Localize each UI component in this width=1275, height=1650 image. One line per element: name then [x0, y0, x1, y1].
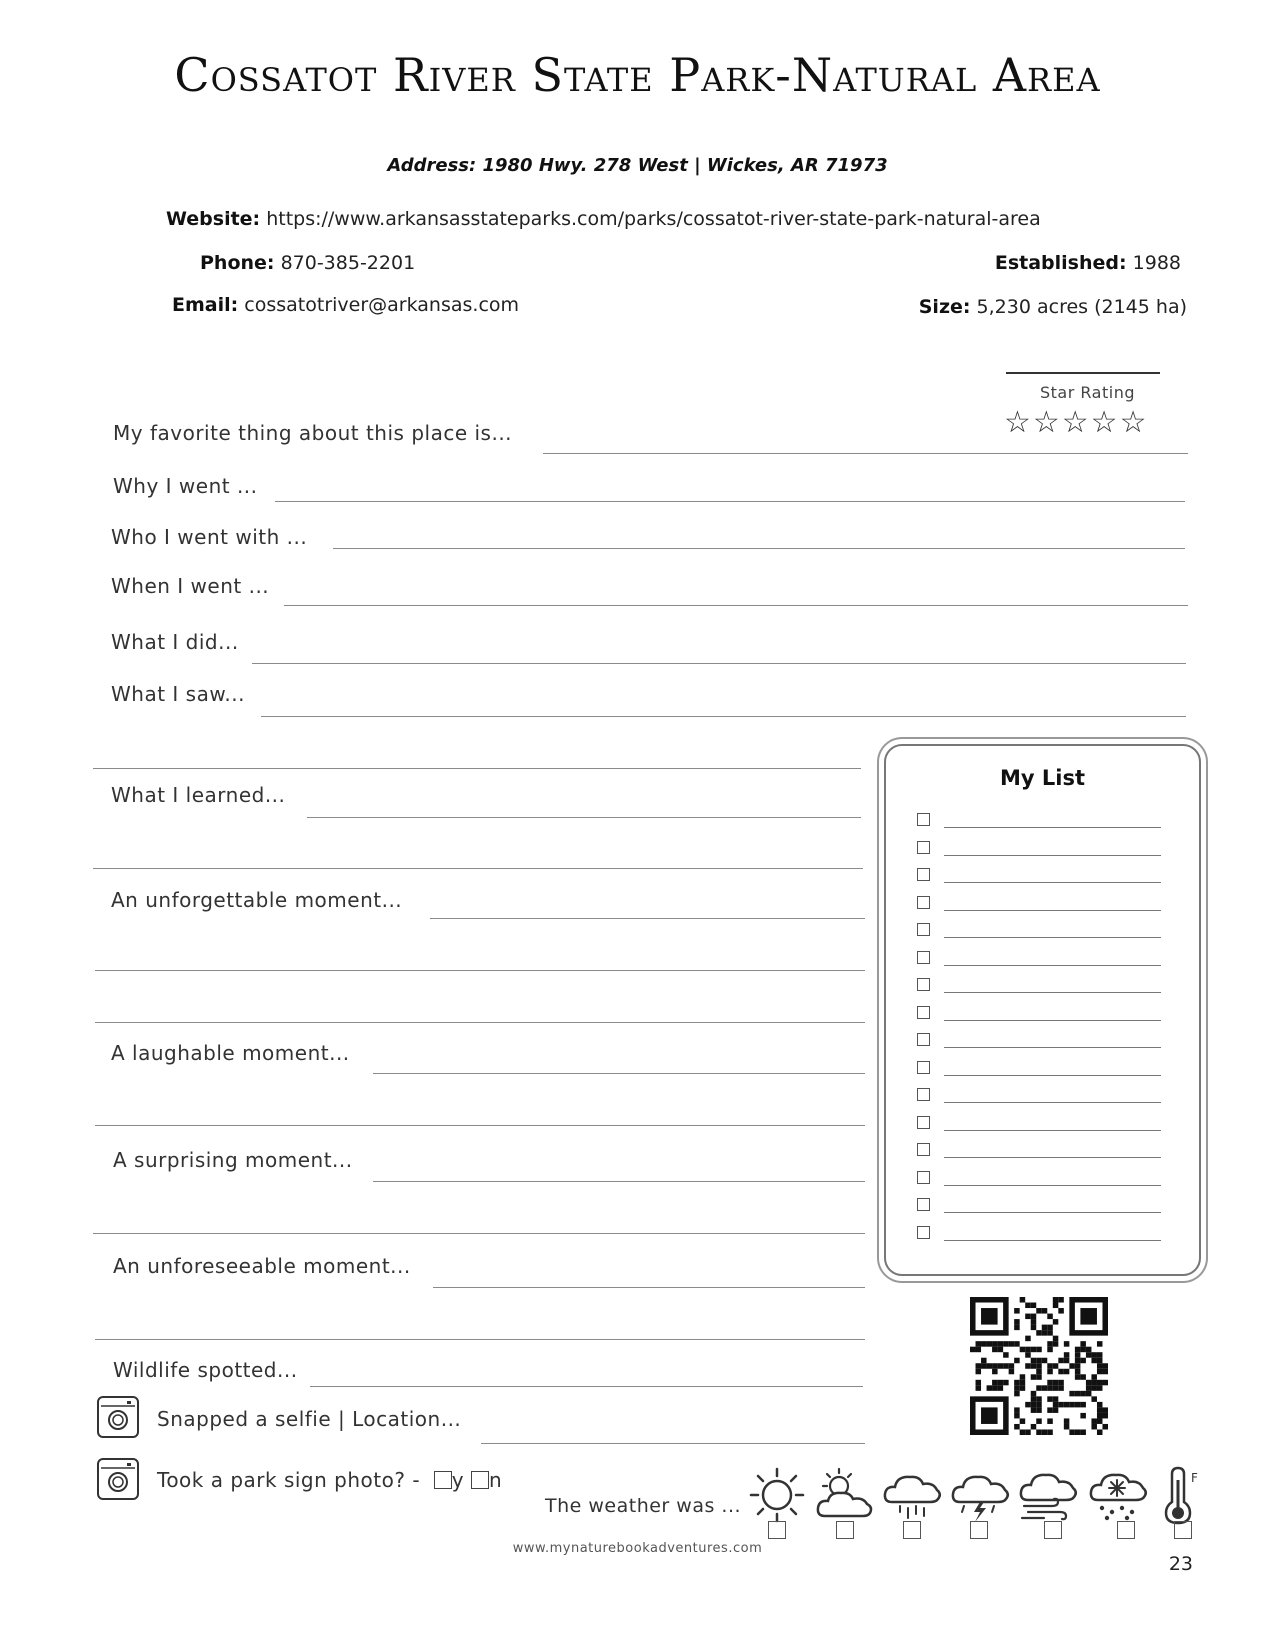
- rating-line: [1006, 372, 1160, 374]
- list-checkbox[interactable]: [917, 1226, 930, 1239]
- phone-label: Phone:: [200, 252, 275, 274]
- weather-temperature-checkbox[interactable]: [1174, 1521, 1192, 1539]
- selfie-location-line[interactable]: [481, 1443, 865, 1444]
- list-checkbox[interactable]: [917, 841, 930, 854]
- list-checkbox[interactable]: [917, 951, 930, 964]
- laughable-prompt: A laughable moment...: [111, 1041, 350, 1065]
- list-item-line[interactable]: [944, 910, 1161, 911]
- weather-sunny-checkbox[interactable]: [768, 1521, 786, 1539]
- surprising-answer-line[interactable]: [373, 1181, 865, 1182]
- sunny-icon: [748, 1466, 806, 1524]
- weather-thunderstorm-checkbox[interactable]: [970, 1521, 988, 1539]
- who-answer-line[interactable]: [333, 548, 1185, 549]
- website-info: [166, 208, 1041, 230]
- list-item-line[interactable]: [944, 827, 1161, 828]
- size-info: [919, 296, 1187, 318]
- unforgettable-prompt: An unforgettable moment...: [111, 888, 403, 912]
- website-value: https://www.arkansasstateparks.com/parks/cossatot-river-state-park-natural-area: [266, 208, 1041, 230]
- partly-cloudy-icon: [815, 1466, 875, 1524]
- my-list-title: My List: [999, 766, 1085, 790]
- list-item-line[interactable]: [944, 965, 1161, 966]
- surprising-prompt: A surprising moment...: [113, 1148, 353, 1172]
- unforgettable-answer-line[interactable]: [430, 918, 865, 919]
- established-info: [995, 252, 1181, 274]
- unforeseeable-prompt: An unforeseeable moment...: [113, 1254, 411, 1278]
- list-checkbox[interactable]: [917, 978, 930, 991]
- list-item-line[interactable]: [944, 1020, 1161, 1021]
- weather-snow-checkbox[interactable]: [1117, 1521, 1135, 1539]
- favorite-prompt: My favorite thing about this place is...: [113, 421, 513, 445]
- my-list-box: [884, 744, 1201, 1276]
- established-label: Established:: [994, 252, 1127, 274]
- email-info: [172, 294, 519, 316]
- list-item-line[interactable]: [944, 855, 1161, 856]
- page-title: Cossatot River State Park-Natural Area: [174, 48, 1101, 102]
- yes-checkbox[interactable]: [434, 1471, 452, 1489]
- website-label: Website:: [166, 208, 261, 230]
- did-prompt: What I did...: [111, 630, 239, 654]
- windy-icon: [1018, 1466, 1078, 1524]
- thermometer-unit-label: F: [1191, 1471, 1198, 1485]
- park-sign-prompt: Took a park sign photo? -: [157, 1468, 421, 1492]
- camera-icon: [97, 1396, 139, 1438]
- list-item-line[interactable]: [944, 1157, 1161, 1158]
- list-checkbox[interactable]: [917, 868, 930, 881]
- qr-code[interactable]: [970, 1297, 1108, 1435]
- size-label: Size:: [918, 296, 971, 318]
- weather-rain-checkbox[interactable]: [903, 1521, 921, 1539]
- size-value: 5,230 acres (2145 ha): [976, 296, 1187, 318]
- yes-label: y: [451, 1468, 465, 1492]
- list-item-line[interactable]: [944, 1130, 1161, 1131]
- surprising-extra-line[interactable]: [93, 1233, 865, 1234]
- wildlife-answer-line[interactable]: [310, 1386, 863, 1387]
- established-value: 1988: [1132, 252, 1181, 274]
- list-checkbox[interactable]: [917, 1143, 930, 1156]
- unforgettable-extra-line-2[interactable]: [95, 1022, 865, 1023]
- page-number: 23: [1168, 1553, 1193, 1575]
- phone-info: [200, 252, 415, 274]
- laughable-extra-line[interactable]: [95, 1125, 865, 1126]
- list-checkbox[interactable]: [917, 1061, 930, 1074]
- list-item-line[interactable]: [944, 1185, 1161, 1186]
- list-item-line[interactable]: [944, 937, 1161, 938]
- weather-prompt: The weather was ...: [545, 1495, 742, 1517]
- saw-answer-line[interactable]: [261, 716, 1186, 717]
- list-checkbox[interactable]: [917, 1033, 930, 1046]
- list-checkbox[interactable]: [917, 1198, 930, 1211]
- list-item-line[interactable]: [944, 1047, 1161, 1048]
- list-checkbox[interactable]: [917, 1088, 930, 1101]
- unforgettable-extra-line-1[interactable]: [95, 970, 865, 971]
- favorite-answer-line[interactable]: [543, 453, 1188, 454]
- saw-extra-line[interactable]: [93, 768, 861, 769]
- learned-prompt: What I learned...: [111, 783, 286, 807]
- thunderstorm-icon: [950, 1466, 1010, 1524]
- learned-answer-line[interactable]: [307, 817, 861, 818]
- footer-website: www.mynaturebookadventures.com: [512, 1541, 763, 1556]
- snow-icon: [1088, 1466, 1148, 1524]
- unforeseeable-answer-line[interactable]: [433, 1287, 865, 1288]
- list-item-line[interactable]: [944, 1102, 1161, 1103]
- no-checkbox[interactable]: [471, 1471, 489, 1489]
- star-rating-label: Star Rating: [1040, 383, 1135, 402]
- list-checkbox[interactable]: [917, 1006, 930, 1019]
- email-value: cossatotriver@arkansas.com: [244, 294, 520, 316]
- no-label: n: [488, 1468, 503, 1492]
- why-prompt: Why I went ...: [113, 474, 258, 498]
- learned-extra-line[interactable]: [93, 868, 863, 869]
- selfie-prompt: Snapped a selfie | Location...: [157, 1407, 462, 1431]
- phone-value: 870-385-2201: [280, 252, 416, 274]
- camera-icon: [97, 1458, 139, 1500]
- park-sign-row: [157, 1468, 502, 1492]
- unforeseeable-extra-line[interactable]: [95, 1339, 865, 1340]
- list-item-line[interactable]: [944, 1075, 1161, 1076]
- list-item-line[interactable]: [944, 992, 1161, 993]
- when-answer-line[interactable]: [284, 605, 1188, 606]
- why-answer-line[interactable]: [275, 501, 1185, 502]
- weather-windy-checkbox[interactable]: [1044, 1521, 1062, 1539]
- list-checkbox[interactable]: [917, 923, 930, 936]
- star-rating-input[interactable]: ☆☆☆☆☆: [1004, 405, 1149, 440]
- list-checkbox[interactable]: [917, 896, 930, 909]
- list-item-line[interactable]: [944, 1240, 1161, 1241]
- did-answer-line[interactable]: [252, 663, 1186, 664]
- list-item-line[interactable]: [944, 1212, 1161, 1213]
- weather-partly-cloudy-checkbox[interactable]: [836, 1521, 854, 1539]
- thermometer-icon: [1160, 1466, 1206, 1526]
- list-checkbox[interactable]: [917, 1171, 930, 1184]
- laughable-answer-line[interactable]: [373, 1073, 865, 1074]
- list-item-line[interactable]: [944, 882, 1161, 883]
- park-address: Address: 1980 Hwy. 278 West | Wickes, AR 71973: [387, 155, 888, 176]
- rain-icon: [882, 1466, 942, 1524]
- wildlife-prompt: Wildlife spotted...: [113, 1358, 298, 1382]
- email-label: Email:: [172, 294, 239, 316]
- when-prompt: When I went ...: [111, 574, 270, 598]
- who-prompt: Who I went with ...: [111, 525, 308, 549]
- saw-prompt: What I saw...: [111, 682, 245, 706]
- list-checkbox[interactable]: [917, 813, 930, 826]
- list-checkbox[interactable]: [917, 1116, 930, 1129]
